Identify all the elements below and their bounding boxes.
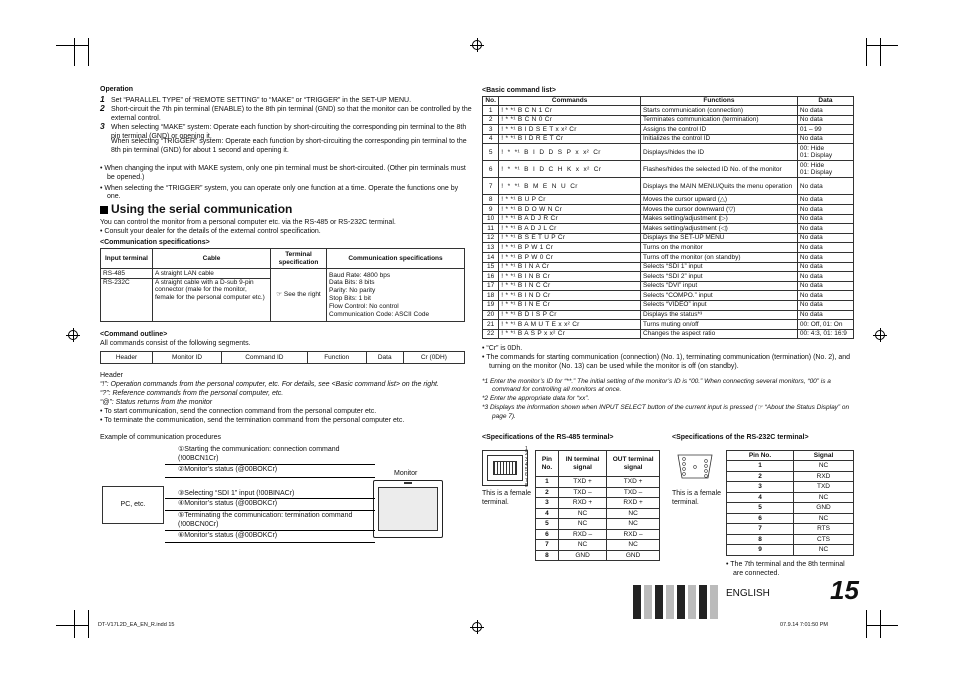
rs485-table	[535, 450, 660, 561]
crop-mark	[88, 610, 89, 638]
crop-mark	[88, 38, 89, 66]
table-row	[483, 106, 854, 116]
footnote: *3 Displays the information shown when INPUT SELECT button of the current input is pressed (☞ “About the Status Display” on page 7).	[482, 404, 850, 420]
basic-command-table	[482, 96, 854, 339]
table-cell: NC	[794, 513, 854, 524]
rs485-caption: This is a female terminal.	[482, 490, 532, 506]
table-row	[536, 540, 660, 551]
crop-mark	[74, 38, 75, 66]
table-row	[483, 300, 854, 310]
table-row	[483, 125, 854, 135]
table-cell: ! * *¹ B I D R E T Cr	[499, 134, 641, 144]
table-row	[483, 144, 854, 161]
table-cell: Turns off the monitor (on standby)	[640, 252, 797, 262]
note-item: • When changing the input with MAKE system, only one pin terminal must be short-circuited. (Other pin terminals must be opened.)	[100, 165, 472, 183]
table-cell: ! * *¹ B U P Cr	[499, 195, 641, 205]
table-cell: NC	[794, 545, 854, 556]
rs485-rows	[536, 477, 660, 561]
table-row	[483, 115, 854, 125]
bullet-item: • “Cr” is 0Dh.	[482, 345, 854, 354]
bullet-item: • The commands for starting communication (connection) (No. 1), terminating communication (termination) (No. 2), and turning on the monitor (No. 13) can be used while the monitor is off (on standby).	[482, 354, 854, 372]
table-cell: RXD –	[607, 529, 660, 540]
crop-mark	[880, 38, 881, 66]
spec-line: Stop Bits: 1 bit	[329, 295, 371, 302]
table-cell: 6	[727, 513, 794, 524]
table-row	[483, 252, 854, 262]
procedure-step: ②Monitor’s status (@00BOKCr)	[178, 466, 278, 473]
table-cell: 1	[727, 461, 794, 472]
table-row	[483, 243, 854, 253]
table-row	[483, 214, 854, 224]
table-cell: ! * *¹ B I N D Cr	[499, 291, 641, 301]
crop-mark	[74, 610, 75, 638]
rj45-pin-numbers: 1 2 3 4 5 6 7 8	[525, 446, 528, 489]
table-cell: 8	[727, 534, 794, 545]
table-row	[483, 134, 854, 144]
table-cell: ! * *¹ B I N B Cr	[499, 272, 641, 282]
table-cell: Selects “DVI” input	[640, 281, 797, 291]
table-cell: Moves the cursor upward (△)	[640, 195, 797, 205]
table-cell: Selects “COMPO.” input	[640, 291, 797, 301]
table-header: Data	[797, 97, 853, 106]
table-cell: ! * *¹ B D O W N Cr	[499, 204, 641, 214]
table-cell: Displays the SET-UP MENU	[640, 233, 797, 243]
segment-cell: Monitor ID	[153, 352, 222, 364]
table-cell: 12	[483, 233, 499, 243]
table-cell: 4	[727, 492, 794, 503]
comm-spec-cell	[327, 269, 465, 322]
table-cell: RXD +	[558, 498, 606, 509]
page-number: 15	[830, 575, 859, 605]
table-cell: 8	[483, 195, 499, 205]
table-cell: ! * *¹ B P W 0 Cr	[499, 252, 641, 262]
bullet-item: • To terminate the communication, send the termination command from the personal computer etc.	[100, 416, 472, 425]
table-cell: 3	[536, 498, 559, 509]
arrow-left-icon	[165, 542, 375, 543]
table-cell: 17	[483, 281, 499, 291]
table-cell: No data	[797, 195, 853, 205]
table-cell: 4	[536, 508, 559, 519]
table-cell: ! * *¹ B A D J R Cr	[499, 214, 641, 224]
arrow-right-icon	[165, 530, 375, 531]
table-cell: No data	[797, 115, 853, 125]
table-cell: No data	[797, 224, 853, 234]
table-cell: 1	[536, 477, 559, 488]
table-cell: TXD –	[607, 487, 660, 498]
table-cell: ! * *¹ B D I S P Cr	[499, 310, 641, 320]
table-header: Signal	[794, 451, 854, 461]
spec-line: Flow Control: No control	[329, 302, 399, 310]
table-cell: Makes setting/adjustment (◁)	[640, 224, 797, 234]
table-cell: 19	[483, 300, 499, 310]
table-cell: ! * *¹ B I D D S P x x² Cr	[499, 144, 641, 161]
table-header: Cable	[153, 249, 271, 269]
table-cell: No data	[797, 262, 853, 272]
table-cell: 2	[536, 487, 559, 498]
table-row	[483, 310, 854, 320]
segment-cell: Data	[366, 352, 403, 364]
table-cell: No data	[797, 233, 853, 243]
print-date: 07.9.14 7:01:50 PM	[780, 622, 829, 628]
serial-intro-note: • Consult your dealer for the details of the external control specification.	[100, 228, 472, 237]
serial-intro-note-list	[100, 228, 472, 237]
registration-mark-icon	[875, 330, 885, 340]
table-cell: No data	[797, 310, 853, 320]
table-cell: 7	[483, 178, 499, 195]
table-cell: TXD –	[558, 487, 606, 498]
table-cell: 3	[727, 482, 794, 493]
table-cell: RTS	[794, 524, 854, 535]
outline-text: All commands consist of the following segments.	[100, 340, 251, 347]
table-row	[536, 529, 660, 540]
table-header: No.	[483, 97, 499, 106]
table-cell: GND	[794, 503, 854, 514]
table-row	[483, 329, 854, 339]
monitor-icon	[373, 480, 443, 538]
table-row	[483, 161, 854, 178]
table-cell: Displays/hides the ID	[640, 144, 797, 161]
table-cell: No data	[797, 281, 853, 291]
segment-cell: Header	[101, 352, 153, 364]
spec-line: Parity: No parity	[329, 287, 376, 295]
table-cell: No data	[797, 243, 853, 253]
table-cell: ! * *¹ B I N C Cr	[499, 281, 641, 291]
table-row	[483, 195, 854, 205]
table-cell: TXD	[794, 482, 854, 493]
table-cell: Displays the status*³	[640, 310, 797, 320]
table-cell: 01 – 99	[797, 125, 853, 135]
operation-step: 2 Short-circuit the 7th pin terminal (ENABLE) to the 8th pin terminal (GND) so that the monitor can be controlled by the external control.	[100, 103, 472, 122]
table-cell: 9	[483, 204, 499, 214]
arrow-right-icon	[165, 498, 375, 499]
table-cell: 7	[536, 540, 559, 551]
table-cell: Makes setting/adjustment (▷)	[640, 214, 797, 224]
spec-line: Communication Code: ASCII Code	[329, 310, 430, 318]
table-cell: Turns muting on/off	[640, 320, 797, 330]
table-header: Terminal specification	[271, 249, 327, 269]
table-header: Pin No.	[536, 451, 559, 477]
table-row	[483, 204, 854, 214]
table-cell: A straight LAN cable	[153, 269, 271, 279]
registration-mark-icon	[472, 40, 482, 50]
table-row	[727, 492, 854, 503]
table-cell: RXD –	[558, 529, 606, 540]
serial-bullets	[100, 407, 472, 426]
table-cell: No data	[797, 291, 853, 301]
table-row	[483, 291, 854, 301]
crop-mark	[866, 38, 867, 66]
table-cell: Flashes/hides the selected ID No. of the monitor	[640, 161, 797, 178]
spec-heading: <Communication specifications>	[100, 239, 210, 246]
crop-mark	[56, 45, 88, 46]
table-cell: ! * *¹ B A S P x x² Cr	[499, 329, 641, 339]
table-cell: 1	[483, 106, 499, 116]
table-cell: NC	[558, 519, 606, 530]
rs232-heading: <Specifications of the RS-232C terminal>	[672, 434, 809, 441]
table-cell: 21	[483, 320, 499, 330]
table-cell: Selects “VIDEO” input	[640, 300, 797, 310]
rs485-heading: <Specifications of the RS-485 terminal>	[482, 434, 614, 441]
header-label: Header	[100, 372, 123, 379]
table-cell: 5	[536, 519, 559, 530]
table-cell: 4	[483, 134, 499, 144]
table-cell: RS-232C	[101, 279, 153, 322]
operation-step: 3 When selecting “MAKE” system: Operate each function by short-circuiting the corresponding pin terminal to the 8th pin terminal (GND) or opening it.	[100, 121, 467, 140]
table-header: Communication specifications	[327, 249, 465, 269]
bullet-item: • To start communication, send the connection command from the personal computer etc.	[100, 407, 472, 416]
arrow-left-icon	[165, 477, 375, 478]
table-cell: Assigns the control ID	[640, 125, 797, 135]
table-cell: 20	[483, 310, 499, 320]
table-cell: ! * *¹ B I D C H K x x² Cr	[499, 161, 641, 178]
table-cell: 8	[536, 550, 559, 561]
table-cell: No data	[797, 204, 853, 214]
table-cell: ☞ See the right	[271, 269, 327, 322]
procedure-step: ①Starting the communication: connection command (!00BCN1Cr)	[178, 446, 340, 462]
table-cell: 2	[727, 471, 794, 482]
table-cell: ! * *¹ B I N A Cr	[499, 262, 641, 272]
table-cell: RS-485	[101, 269, 153, 279]
table-cell: Moves the cursor downward (▽)	[640, 204, 797, 214]
operation-step: 1 Set “PARALLEL TYPE” of “REMOTE SETTING” to “MAKE” or “TRIGGER” in the SET-UP MENU.	[100, 94, 412, 104]
operation-step-trigger: When selecting “TRIGGER” system: Operate each function by short-circuiting the corresponding pin terminal to the 8th pin terminal (GND) for about 1 second and opening it.	[111, 138, 467, 154]
table-cell: ! * *¹ B I D S E T x x² Cr	[499, 125, 641, 135]
table-cell: RXD +	[607, 498, 660, 509]
table-cell: Selects “SDI 1” input	[640, 262, 797, 272]
table-cell: Starts communication (connection)	[640, 106, 797, 116]
basic-heading: <Basic command list>	[482, 87, 556, 94]
table-row	[727, 545, 854, 556]
arrow-right-icon	[165, 464, 375, 465]
table-row	[727, 524, 854, 535]
table-cell: NC	[558, 540, 606, 551]
table-cell: No data	[797, 106, 853, 116]
crop-mark	[56, 625, 88, 626]
crop-mark	[880, 610, 881, 638]
note-item: • When selecting the “TRIGGER” system, you can operate only one function at a time. Operate the functions one by one.	[100, 185, 472, 203]
segment-cell: Function	[307, 352, 366, 364]
footnotes	[482, 378, 854, 421]
table-cell: 5	[483, 144, 499, 161]
table-row	[536, 477, 660, 488]
rs232-rows	[727, 461, 854, 556]
segment-cell: Cr (0DH)	[403, 352, 464, 364]
table-cell: ! * *¹ B P W 1 Cr	[499, 243, 641, 253]
table-cell: 7	[727, 524, 794, 535]
table-cell: 6	[483, 161, 499, 178]
table-cell: 5	[727, 503, 794, 514]
table-cell: No data	[797, 300, 853, 310]
table-row	[727, 534, 854, 545]
table-cell: 00: Hide 01: Display	[797, 161, 853, 178]
table-header: Pin No.	[727, 451, 794, 461]
crop-mark	[866, 610, 867, 638]
monitor-label: Monitor	[394, 470, 418, 477]
table-cell: 3	[483, 125, 499, 135]
table-cell: 11	[483, 224, 499, 234]
segment-table	[100, 351, 465, 364]
table-cell: 16	[483, 272, 499, 282]
arrow-left-icon	[165, 510, 375, 511]
dsub9-connector-icon	[672, 450, 720, 484]
table-row	[727, 503, 854, 514]
table-cell: 00: Off, 01: On	[797, 320, 853, 330]
table-row	[727, 461, 854, 472]
registration-mark-icon	[472, 622, 482, 632]
table-cell: RXD	[794, 471, 854, 482]
table-row	[536, 487, 660, 498]
table-row	[483, 281, 854, 291]
table-row	[727, 513, 854, 524]
table-cell: 22	[483, 329, 499, 339]
header-note: “?”: Reference commands from the personal computer, etc.	[100, 390, 284, 398]
segment-cell: Command ID	[222, 352, 308, 364]
procedure-step: ③Selecting “SDI 1” input (!00BINACr)	[178, 490, 295, 497]
basic-command-rows	[483, 106, 854, 339]
table-header: IN terminal signal	[558, 451, 606, 477]
table-row	[727, 471, 854, 482]
table-row	[483, 224, 854, 234]
table-cell: NC	[794, 461, 854, 472]
table-cell: 14	[483, 252, 499, 262]
table-cell: ! * *¹ B I N E Cr	[499, 300, 641, 310]
rs232-table	[726, 450, 854, 556]
serial-intro: You can control the monitor from a personal computer etc. via the RS-485 or RS-232C terminal.	[100, 219, 396, 226]
file-name: DT-V17L2D_EA_EN_R.indd 15	[98, 622, 175, 628]
table-cell: No data	[797, 272, 853, 282]
table-cell: TXD +	[558, 477, 606, 488]
square-bullet-icon	[100, 206, 108, 214]
color-bar	[633, 585, 721, 619]
basic-bullets	[482, 345, 854, 371]
procedure-step: ④Monitor’s status (@00BOKCr)	[178, 500, 278, 507]
table-cell: Terminates communication (termination)	[640, 115, 797, 125]
table-cell: 13	[483, 243, 499, 253]
spec-line: Data Bits: 8 bits	[329, 279, 375, 287]
table-cell: No data	[797, 252, 853, 262]
table-cell: 2	[483, 115, 499, 125]
table-cell: TXD +	[607, 477, 660, 488]
table-cell: NC	[558, 508, 606, 519]
table-cell: NC	[607, 540, 660, 551]
table-cell: GND	[558, 550, 606, 561]
table-cell: CTS	[794, 534, 854, 545]
table-cell: 6	[536, 529, 559, 540]
footnote: *1 Enter the monitor’s ID for “**.” The initial setting of the monitor’s ID is “00.” When connecting several monitors, “00” is a command for controlling all monitors at once.	[482, 378, 831, 394]
table-cell: No data	[797, 134, 853, 144]
table-header: Functions	[640, 97, 797, 106]
section-heading: Using the serial communication	[100, 202, 292, 217]
table-cell: ! * *¹ B S E T U P Cr	[499, 233, 641, 243]
table-cell: No data	[797, 214, 853, 224]
procedure-step: ⑤Terminating the communication: termination command (!00BCN0Cr)	[178, 512, 353, 528]
table-row	[483, 262, 854, 272]
table-cell: Changes the aspect ratio	[640, 329, 797, 339]
table-row	[483, 178, 854, 195]
spec-line: Baud Rate: 4800 bps	[329, 271, 391, 279]
registration-mark-icon	[68, 330, 78, 340]
table-cell: Displays the MAIN MENU/Quits the menu operation	[640, 178, 797, 195]
table-row	[536, 508, 660, 519]
table-row	[483, 272, 854, 282]
header-notes	[100, 380, 472, 407]
outline-heading: <Command outline>	[100, 331, 168, 338]
table-row	[483, 320, 854, 330]
table-row	[536, 498, 660, 509]
language-label: ENGLISH	[726, 588, 770, 599]
table-cell: ! * *¹ B M E N U Cr	[499, 178, 641, 195]
table-row	[536, 519, 660, 530]
operation-title: Operation	[100, 86, 134, 93]
example-title: Example of communication procedures	[100, 434, 222, 441]
table-cell: 10	[483, 214, 499, 224]
table-cell: ! * *¹ B C N 0 Cr	[499, 115, 641, 125]
pc-box	[102, 486, 164, 524]
table-header: Commands	[499, 97, 641, 106]
table-cell: NC	[607, 508, 660, 519]
table-cell: GND	[607, 550, 660, 561]
table-row	[727, 482, 854, 493]
note-item: • The 7th terminal and the 8th terminal are connected.	[726, 561, 854, 579]
table-cell: NC	[794, 492, 854, 503]
rs232-caption: This is a female terminal.	[672, 490, 722, 506]
procedure-step: ⑥Monitor’s status (@00BOKCr)	[178, 532, 278, 539]
table-cell: 15	[483, 262, 499, 272]
table-cell: Turns on the monitor	[640, 243, 797, 253]
table-row	[536, 550, 660, 561]
communication-spec-table	[100, 248, 465, 322]
table-cell: 00: Hide 01: Display	[797, 144, 853, 161]
table-cell: Selects “SDI 2” input	[640, 272, 797, 282]
operation-notes	[100, 165, 472, 202]
rj45-connector-icon	[482, 450, 528, 486]
table-cell: Initializes the control ID	[640, 134, 797, 144]
table-cell: ! * *¹ B A M U T E x x² Cr	[499, 320, 641, 330]
table-cell: NC	[607, 519, 660, 530]
table-cell: A straight cable with a D-sub 9-pin connector (male for the monitor, female for the personal computer etc.)	[153, 279, 271, 322]
pc-label: PC, etc.	[120, 500, 146, 508]
table-header: Input terminal	[101, 249, 153, 269]
table-header: OUT terminal signal	[607, 451, 660, 477]
footnote: *2 Enter the appropriate data for “xx”.	[482, 395, 590, 403]
table-cell: ! * *¹ B A D J L Cr	[499, 224, 641, 234]
header-note: “@”: Status returns from the monitor	[100, 399, 213, 407]
table-cell: ! * *¹ B C N 1 Cr	[499, 106, 641, 116]
table-cell: 00: 4:3, 01: 16:9	[797, 329, 853, 339]
table-cell: No data	[797, 178, 853, 195]
header-note: “!”: Operation commands from the personal computer, etc. For details, see <Basic command list> on the right.	[100, 381, 439, 388]
table-cell: 9	[727, 545, 794, 556]
crop-mark	[866, 45, 898, 46]
table-cell: 18	[483, 291, 499, 301]
table-row	[483, 233, 854, 243]
crop-mark	[866, 625, 898, 626]
